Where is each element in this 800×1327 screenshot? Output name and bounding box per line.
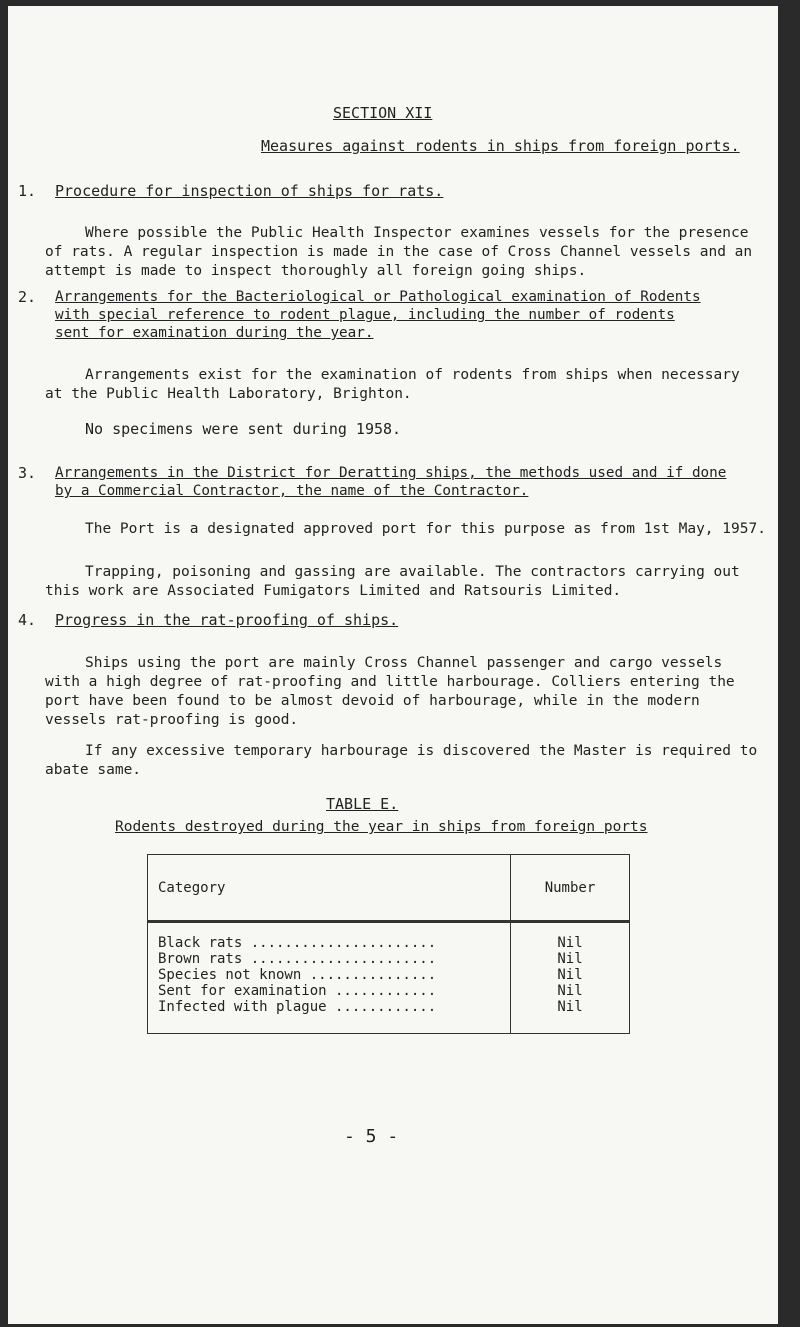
table-row <box>148 967 630 983</box>
item-4-paragraph-1: Ships using the port are mainly Cross Channel passenger and cargo vessels with a high degree of rat-proofing and little harbourage. Colliers entering the port have been found to be almost devoid of harbourage, while in the modern vessels rat-proofing is good. <box>45 655 735 728</box>
item-2-note: No specimens were sent during 1958. <box>85 420 402 438</box>
table-cell-category: Infected with plague ............ <box>148 999 511 1034</box>
table-cell-number: Nil <box>511 951 630 967</box>
table-row <box>148 983 630 999</box>
document-page <box>8 6 778 1324</box>
item-2-heading-line3: sent for examination during the year. <box>55 325 374 341</box>
page-number: - 5 - <box>344 1126 399 1147</box>
table-cell-number: Nil <box>511 967 630 983</box>
table-cell-number: Nil <box>511 922 630 952</box>
page-subtitle: Measures against rodents in ships from foreign ports. <box>261 137 740 155</box>
item-3-number: 3. <box>18 464 37 482</box>
item-2-heading-line2: with special reference to rodent plague, including the number of rodents <box>55 307 675 323</box>
item-3-paragraph-2: Trapping, poisoning and gassing are available. The contractors carrying out this work are Associated Fumigators Limited and Ratsouris Limited. <box>45 564 740 599</box>
table-header-row <box>148 855 630 922</box>
item-4-heading: Progress in the rat-proofing of ships. <box>55 611 399 629</box>
table-cell-category: Species not known ............... <box>148 967 511 983</box>
item-4-paragraph-2: If any excessive temporary harbourage is discovered the Master is required to abate same. <box>45 743 758 778</box>
item-2-number: 2. <box>18 288 37 306</box>
item-3-heading-line2: by a Commercial Contractor, the name of the Contractor. <box>55 483 529 499</box>
section-title: SECTION XII <box>333 104 433 122</box>
table-label: TABLE E. <box>326 795 399 813</box>
item-1-heading: Procedure for inspection of ships for rats. <box>55 182 444 200</box>
column-header-number: Number <box>511 855 630 922</box>
table-cell-number: Nil <box>511 983 630 999</box>
rodents-table <box>147 854 630 1034</box>
table-cell-category: Sent for examination ............ <box>148 983 511 999</box>
table-cell-number: Nil <box>511 999 630 1034</box>
table-row <box>148 951 630 967</box>
column-header-category: Category <box>148 855 511 922</box>
table-cell-category: Black rats ...................... <box>148 922 511 952</box>
table-cell-category: Brown rats ...................... <box>148 951 511 967</box>
table-row <box>148 999 630 1034</box>
item-2-paragraph: Arrangements exist for the examination of rodents from ships when necessary at the Public Health Laboratory, Brighton. <box>45 367 740 402</box>
item-3-heading-line1: Arrangements in the District for Deratting ships, the methods used and if done <box>55 465 727 481</box>
item-1-number: 1. <box>18 182 37 200</box>
table-caption: Rodents destroyed during the year in ships from foreign ports <box>115 819 648 835</box>
item-1-paragraph: Where possible the Public Health Inspector examines vessels for the presence of rats. A regular inspection is made in the case of Cross Channel vessels and an attempt is made to inspect thoroughly all foreign going ships. <box>45 225 753 279</box>
item-4-number: 4. <box>18 611 37 629</box>
table-row <box>148 922 630 952</box>
item-3-paragraph-1: The Port is a designated approved port for this purpose as from 1st May, 1957. <box>85 521 766 537</box>
item-2-heading-line1: Arrangements for the Bacteriological or Pathological examination of Rodents <box>55 289 701 305</box>
